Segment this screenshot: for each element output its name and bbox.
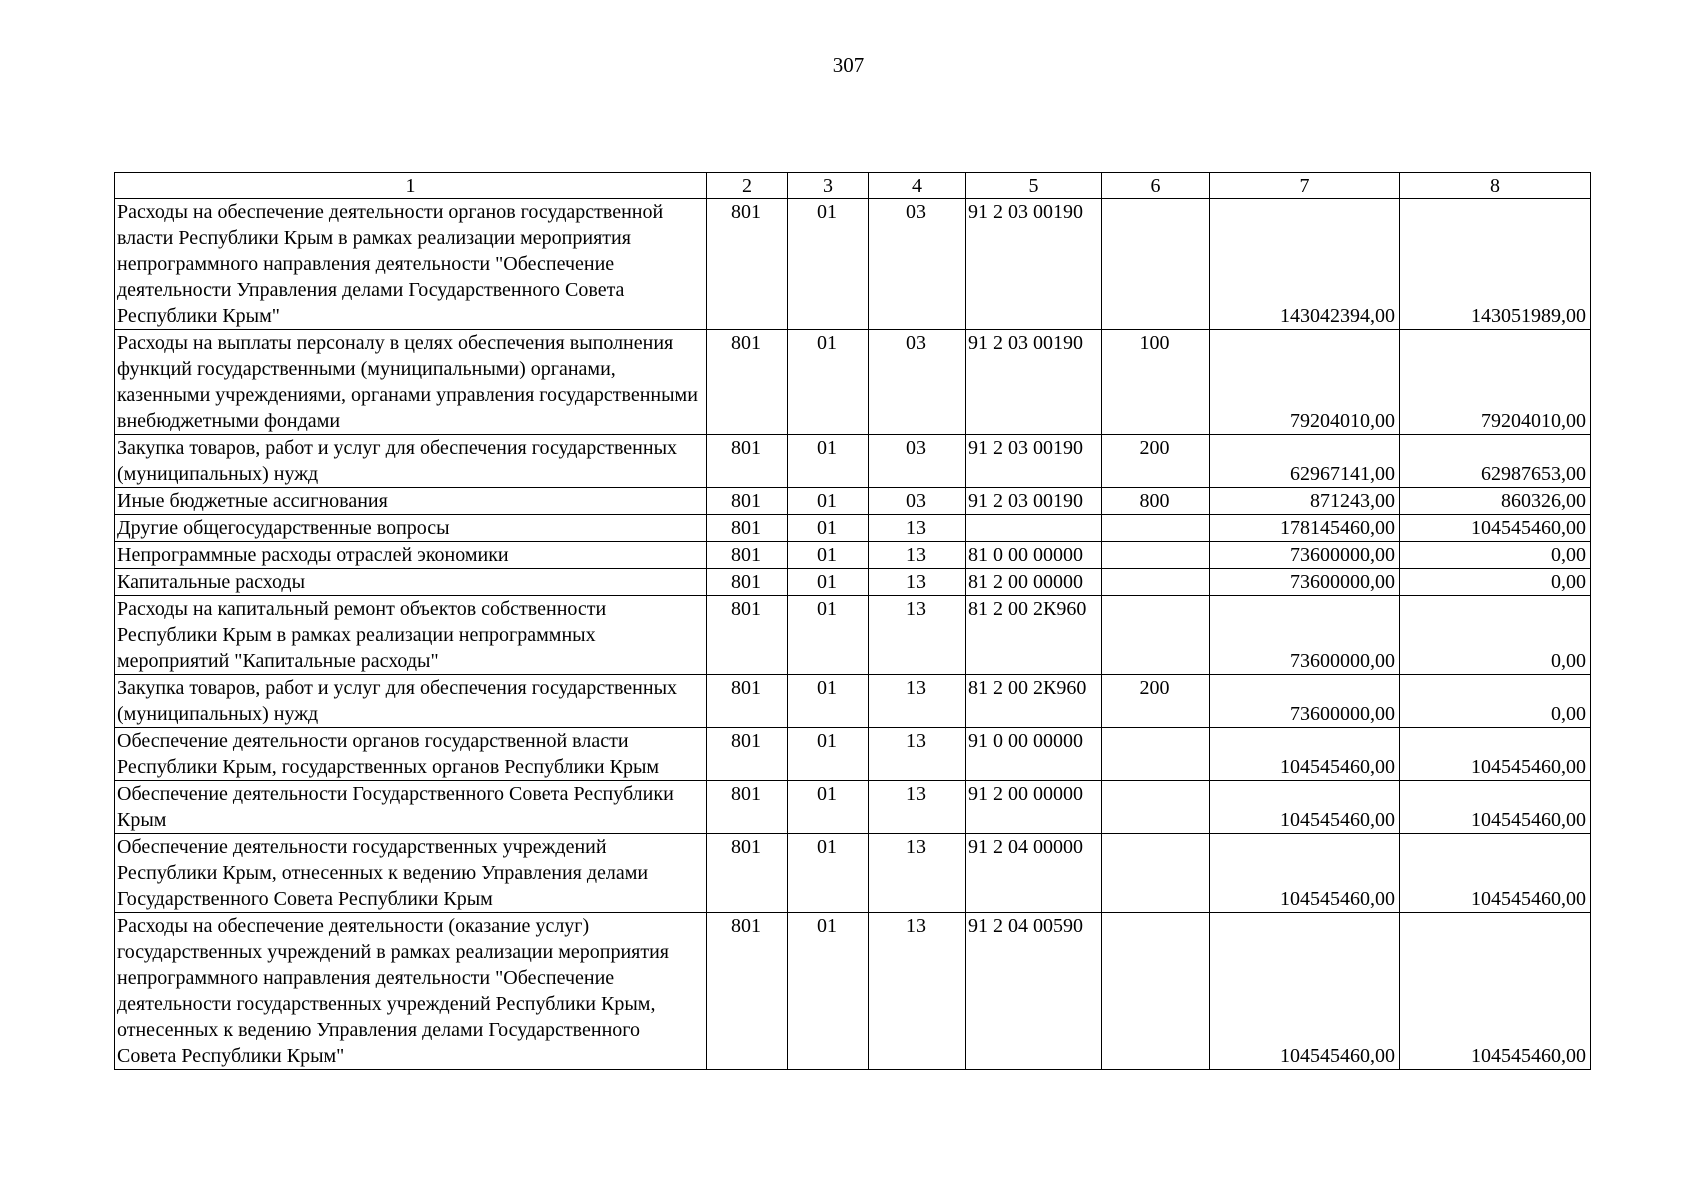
expense-type-cell [1102,728,1210,781]
ministry-code-cell: 801 [707,515,788,542]
amount-col7-cell: 73600000,00 [1210,569,1400,596]
ministry-code-cell: 801 [707,728,788,781]
amount-col8-cell: 104545460,00 [1400,515,1591,542]
section-code-cell: 01 [788,435,869,488]
section-code-cell: 01 [788,488,869,515]
subsection-code-cell: 13 [869,781,966,834]
section-code-cell: 01 [788,569,869,596]
ministry-code-cell: 801 [707,834,788,913]
amount-col7-cell: 62967141,00 [1210,435,1400,488]
target-article-cell: 91 2 03 00190 [966,199,1102,330]
table-row [115,330,1591,435]
table-row [115,675,1591,728]
budget-table [114,172,1591,1070]
expense-name-cell: Обеспечение деятельности Государственного Совета Республики Крым [115,781,707,834]
table-row [115,596,1591,675]
amount-col8-cell: 0,00 [1400,542,1591,569]
target-article-cell [966,515,1102,542]
ministry-code-cell: 801 [707,913,788,1070]
section-code-cell: 01 [788,515,869,542]
amount-col8-cell: 0,00 [1400,569,1591,596]
amount-col8-cell: 79204010,00 [1400,330,1591,435]
subsection-code-cell: 13 [869,675,966,728]
subsection-code-cell: 13 [869,542,966,569]
ministry-code-cell: 801 [707,330,788,435]
amount-col7-cell: 73600000,00 [1210,596,1400,675]
header-cell: 7 [1210,173,1400,199]
expense-name-cell: Расходы на обеспечение деятельности органов государственной власти Республики Крым в рамках реализации мероприятия непрограммного направления деятельности "Обеспечение деятельности Управления делами Государственного Совета Республики Крым" [115,199,707,330]
expense-type-cell [1102,596,1210,675]
subsection-code-cell: 03 [869,435,966,488]
amount-col7-cell: 178145460,00 [1210,515,1400,542]
amount-col8-cell: 860326,00 [1400,488,1591,515]
ministry-code-cell: 801 [707,596,788,675]
section-code-cell: 01 [788,199,869,330]
subsection-code-cell: 13 [869,596,966,675]
header-cell: 3 [788,173,869,199]
expense-name-cell: Иные бюджетные ассигнования [115,488,707,515]
header-cell: 6 [1102,173,1210,199]
target-article-cell: 91 0 00 00000 [966,728,1102,781]
amount-col7-cell: 73600000,00 [1210,675,1400,728]
table-row [115,515,1591,542]
table-row [115,781,1591,834]
target-article-cell: 81 2 00 00000 [966,569,1102,596]
table-row [115,199,1591,330]
ministry-code-cell: 801 [707,435,788,488]
target-article-cell: 91 2 03 00190 [966,488,1102,515]
expense-type-cell: 100 [1102,330,1210,435]
amount-col8-cell: 104545460,00 [1400,728,1591,781]
table-row [115,488,1591,515]
expense-type-cell [1102,515,1210,542]
section-code-cell: 01 [788,728,869,781]
expense-name-cell: Капитальные расходы [115,569,707,596]
target-article-cell: 91 2 03 00190 [966,330,1102,435]
expense-name-cell: Расходы на капитальный ремонт объектов собственности Республики Крым в рамках реализации непрограммных мероприятий "Капитальные расходы" [115,596,707,675]
expense-name-cell: Расходы на выплаты персоналу в целях обеспечения выполнения функций государственными (муниципальными) органами, казенными учреждениями, органами управления государственными внебюджетными фондами [115,330,707,435]
expense-name-cell: Другие общегосударственные вопросы [115,515,707,542]
expense-type-cell: 800 [1102,488,1210,515]
expense-name-cell: Непрограммные расходы отраслей экономики [115,542,707,569]
table-row [115,728,1591,781]
amount-col8-cell: 104545460,00 [1400,913,1591,1070]
amount-col7-cell: 79204010,00 [1210,330,1400,435]
header-cell: 5 [966,173,1102,199]
header-cell: 1 [115,173,707,199]
subsection-code-cell: 13 [869,569,966,596]
target-article-cell: 91 2 04 00000 [966,834,1102,913]
section-code-cell: 01 [788,675,869,728]
target-article-cell: 91 2 00 00000 [966,781,1102,834]
amount-col7-cell: 143042394,00 [1210,199,1400,330]
ministry-code-cell: 801 [707,199,788,330]
header-cell: 2 [707,173,788,199]
expense-type-cell [1102,913,1210,1070]
table-row [115,834,1591,913]
target-article-cell: 81 2 00 2К960 [966,596,1102,675]
amount-col7-cell: 104545460,00 [1210,913,1400,1070]
table-row [115,913,1591,1070]
amount-col7-cell: 104545460,00 [1210,834,1400,913]
ministry-code-cell: 801 [707,675,788,728]
amount-col7-cell: 73600000,00 [1210,542,1400,569]
target-article-cell: 81 0 00 00000 [966,542,1102,569]
table-row [115,435,1591,488]
amount-col7-cell: 104545460,00 [1210,728,1400,781]
ministry-code-cell: 801 [707,542,788,569]
section-code-cell: 01 [788,330,869,435]
ministry-code-cell: 801 [707,569,788,596]
expense-type-cell [1102,199,1210,330]
amount-col8-cell: 0,00 [1400,596,1591,675]
amount-col8-cell: 143051989,00 [1400,199,1591,330]
section-code-cell: 01 [788,542,869,569]
expense-name-cell: Закупка товаров, работ и услуг для обеспечения государственных (муниципальных) нужд [115,675,707,728]
table-row [115,569,1591,596]
subsection-code-cell: 13 [869,728,966,781]
amount-col8-cell: 104545460,00 [1400,781,1591,834]
amount-col8-cell: 104545460,00 [1400,834,1591,913]
table-body [115,199,1591,1070]
expense-name-cell: Обеспечение деятельности государственных учреждений Республики Крым, отнесенных к ведению Управления делами Государственного Совета Республики Крым [115,834,707,913]
expense-type-cell [1102,569,1210,596]
subsection-code-cell: 03 [869,199,966,330]
section-code-cell: 01 [788,913,869,1070]
table-row [115,542,1591,569]
expense-name-cell: Закупка товаров, работ и услуг для обеспечения государственных (муниципальных) нужд [115,435,707,488]
target-article-cell: 91 2 04 00590 [966,913,1102,1070]
subsection-code-cell: 13 [869,834,966,913]
ministry-code-cell: 801 [707,488,788,515]
subsection-code-cell: 03 [869,488,966,515]
expense-name-cell: Расходы на обеспечение деятельности (оказание услуг) государственных учреждений в рамках реализации мероприятия непрограммного направления деятельности "Обеспечение деятельности государственных учреждений Республики Крым, отнесенных к ведению Управления делами Государственного Совета Республики Крым" [115,913,707,1070]
subsection-code-cell: 03 [869,330,966,435]
amount-col8-cell: 0,00 [1400,675,1591,728]
subsection-code-cell: 13 [869,515,966,542]
expense-name-cell: Обеспечение деятельности органов государственной власти Республики Крым, государственных органов Республики Крым [115,728,707,781]
expense-type-cell [1102,834,1210,913]
amount-col7-cell: 871243,00 [1210,488,1400,515]
subsection-code-cell: 13 [869,913,966,1070]
header-cell: 8 [1400,173,1591,199]
header-row [115,173,1591,199]
section-code-cell: 01 [788,834,869,913]
page-number: 307 [832,53,865,77]
expense-type-cell: 200 [1102,675,1210,728]
amount-col8-cell: 62987653,00 [1400,435,1591,488]
expense-type-cell [1102,542,1210,569]
expense-type-cell [1102,781,1210,834]
target-article-cell: 81 2 00 2К960 [966,675,1102,728]
section-code-cell: 01 [788,781,869,834]
amount-col7-cell: 104545460,00 [1210,781,1400,834]
header-cell: 4 [869,173,966,199]
section-code-cell: 01 [788,596,869,675]
expense-type-cell: 200 [1102,435,1210,488]
target-article-cell: 91 2 03 00190 [966,435,1102,488]
ministry-code-cell: 801 [707,781,788,834]
